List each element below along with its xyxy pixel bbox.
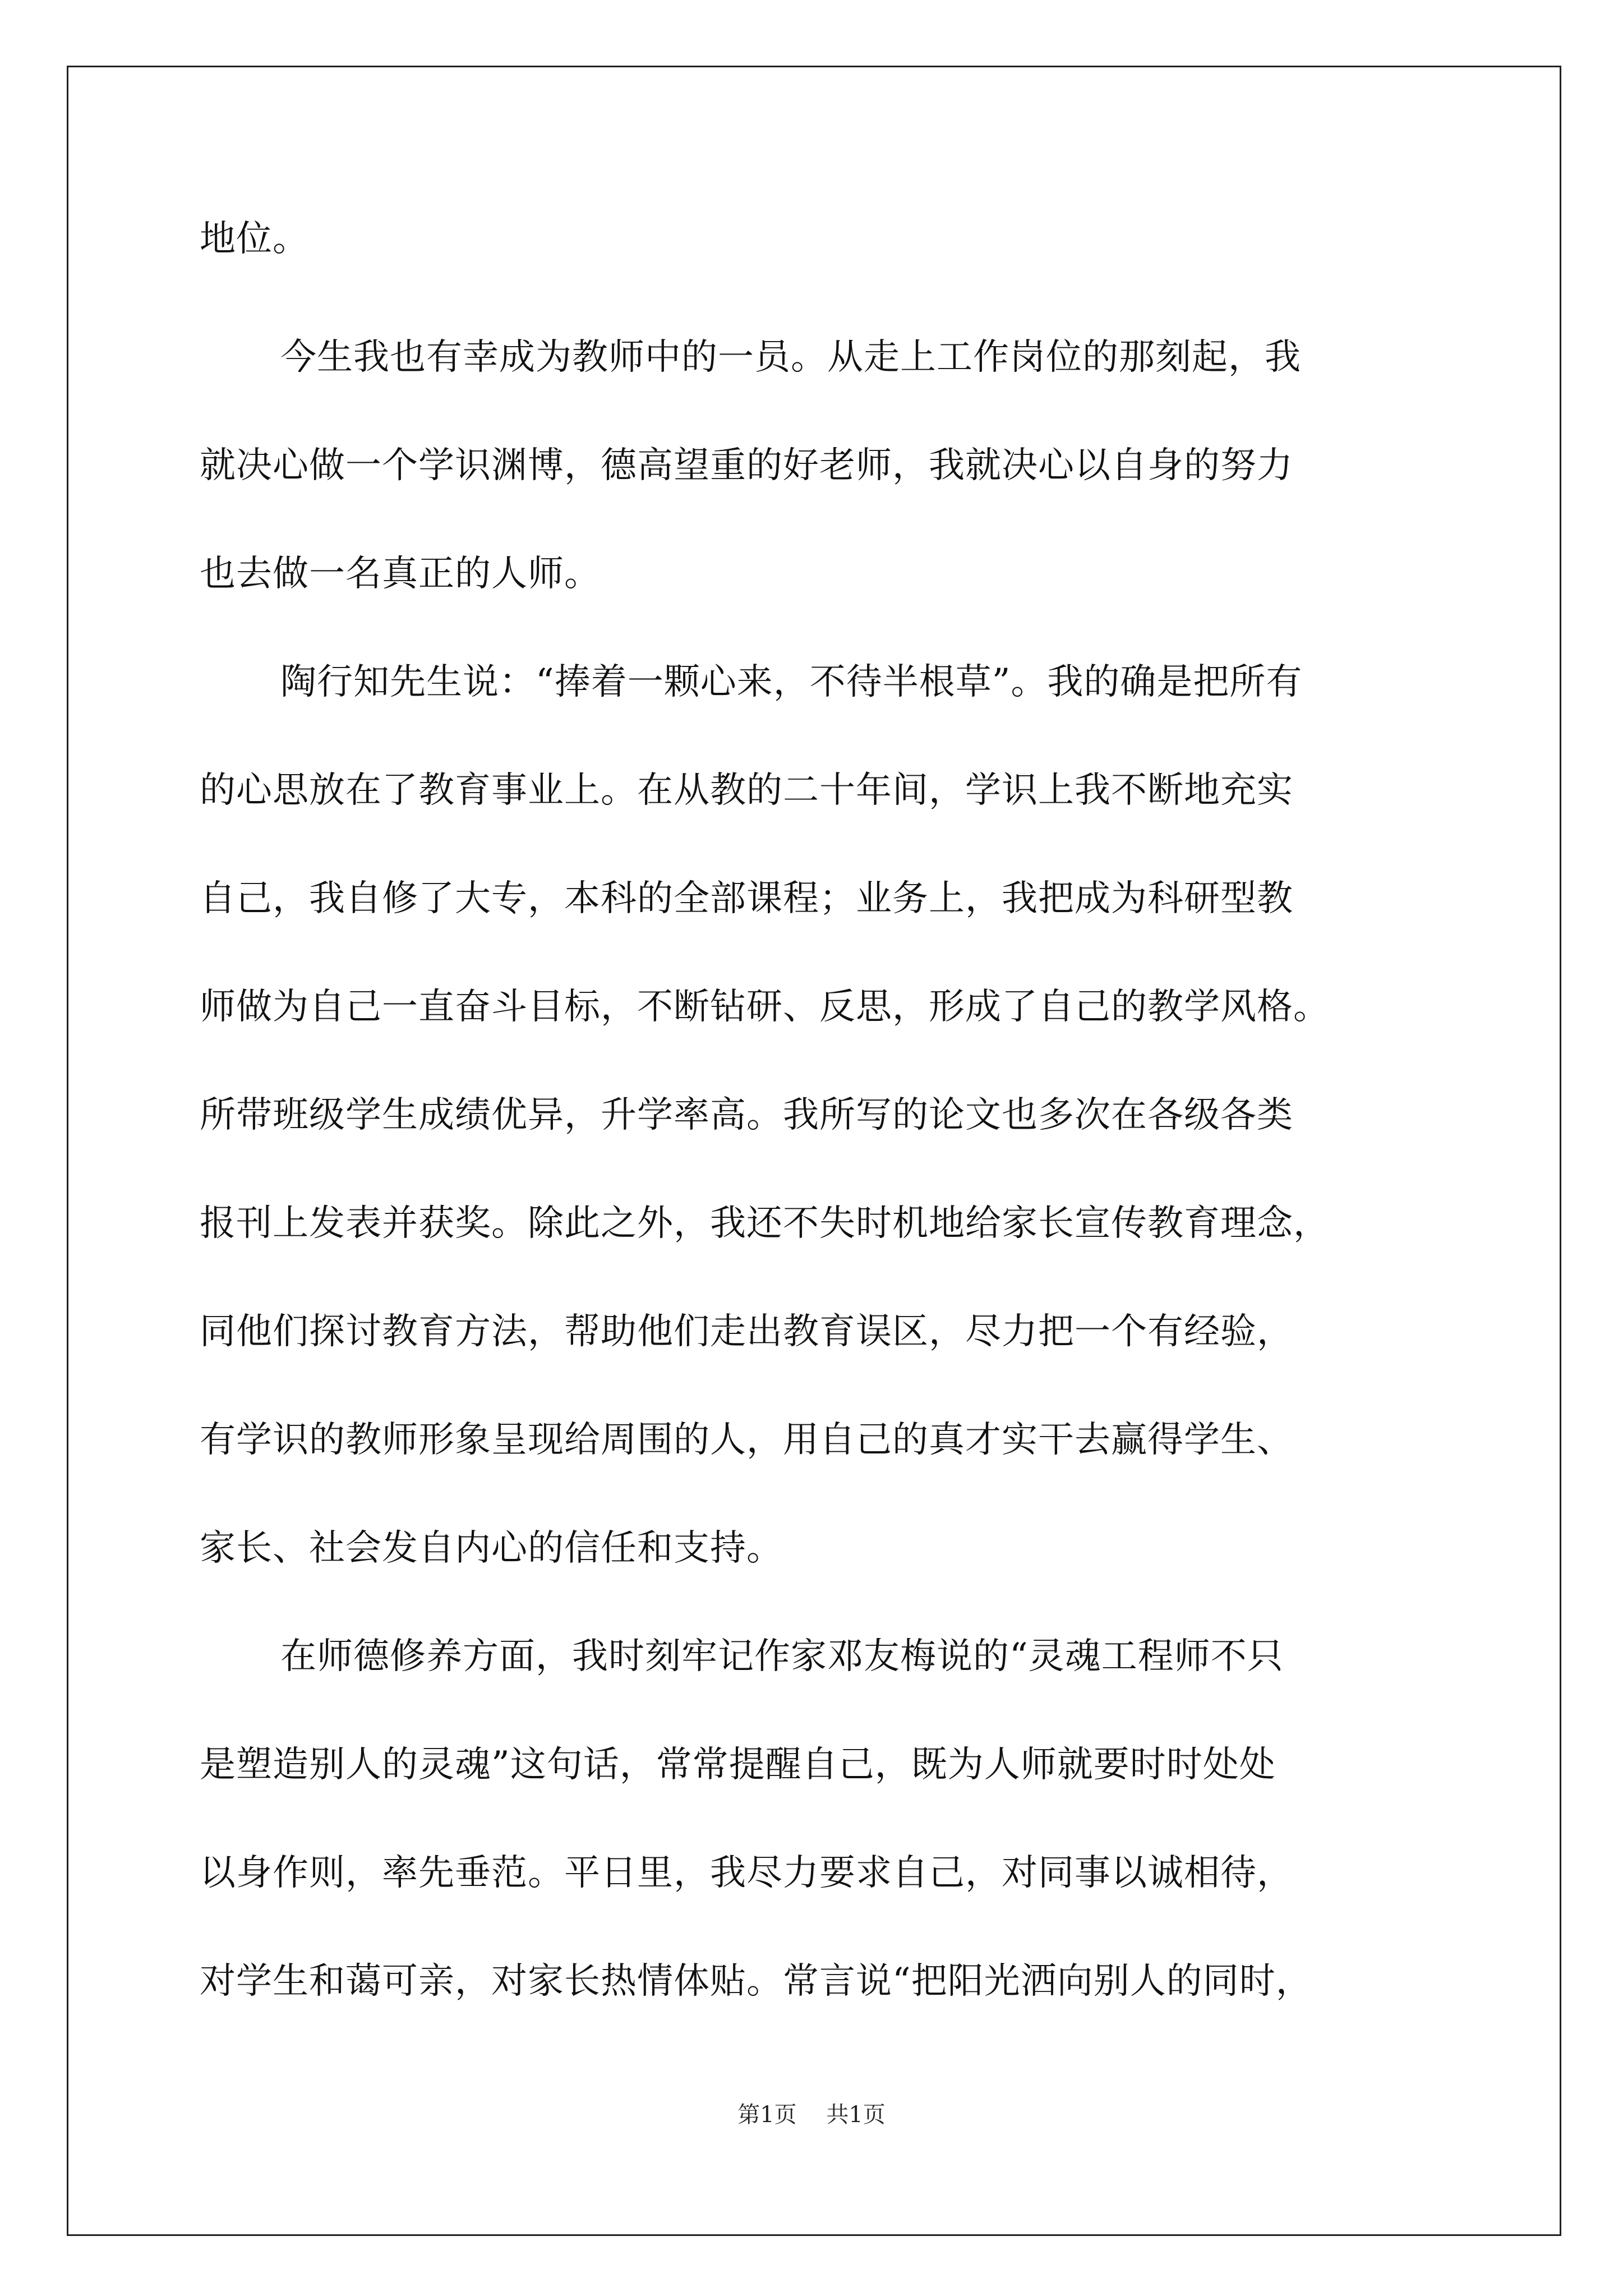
paragraph-line: 也去做一名真正的人师。: [200, 553, 601, 595]
paragraph-line: 陶行知先生说：“捧着一颗心来，不待半根草”。我的确是把所有: [280, 661, 1303, 703]
paragraph-line: 师做为自己一直奋斗目标，不断钻研、反思，形成了自己的教学风格。: [200, 986, 1330, 1028]
paragraph-line: 报刊上发表并获奖。除此之外，我还不失时机地给家长宣传教育理念，: [200, 1203, 1330, 1244]
paragraph-line: 是塑造别人的灵魂”这句话，常常提醒自己，既为人师就要时时处处: [200, 1744, 1276, 1786]
paragraph-line: 有学识的教师形象呈现给周围的人，用自己的真才实干去赢得学生、: [200, 1419, 1293, 1461]
paragraph-line: 的心思放在了教育事业上。在从教的二十年间，学识上我不断地充实: [200, 770, 1293, 811]
paragraph-line: 以身作则，率先垂范。平日里，我尽力要求自己，对同事以诚相待，: [200, 1852, 1293, 1894]
paragraph-line: 同他们探讨教育方法，帮助他们走出教育误区，尽力把一个有经验，: [200, 1311, 1293, 1352]
paragraph-line: 对学生和蔼可亲，对家长热情体贴。常言说“把阳光洒向别人的同时，: [200, 1961, 1312, 2002]
paragraph-line: 在师德修养方面，我时刻牢记作家邓友梅说的“灵魂工程师不只: [280, 1636, 1284, 1677]
page-total: 共1页: [826, 2102, 886, 2128]
page-number: 第1页: [737, 2102, 797, 2128]
page-border: [67, 66, 1561, 2236]
paragraph-line: 自己，我自修了大专，本科的全部课程；业务上，我把成为科研型教: [200, 878, 1293, 919]
paragraph-line: 就决心做一个学识渊博，德高望重的好老师，我就决心以自身的努力: [200, 445, 1293, 486]
paragraph-line: 地位。: [200, 218, 309, 260]
paragraph-line: 家长、社会发自内心的信任和支持。: [200, 1527, 783, 1569]
paragraph-line: 今生我也有幸成为教师中的一员。从走上工作岗位的那刻起，我: [280, 337, 1301, 378]
page-footer: [0, 2101, 1623, 2129]
paragraph-line: 所带班级学生成绩优异，升学率高。我所写的论文也多次在各级各类: [200, 1094, 1293, 1136]
